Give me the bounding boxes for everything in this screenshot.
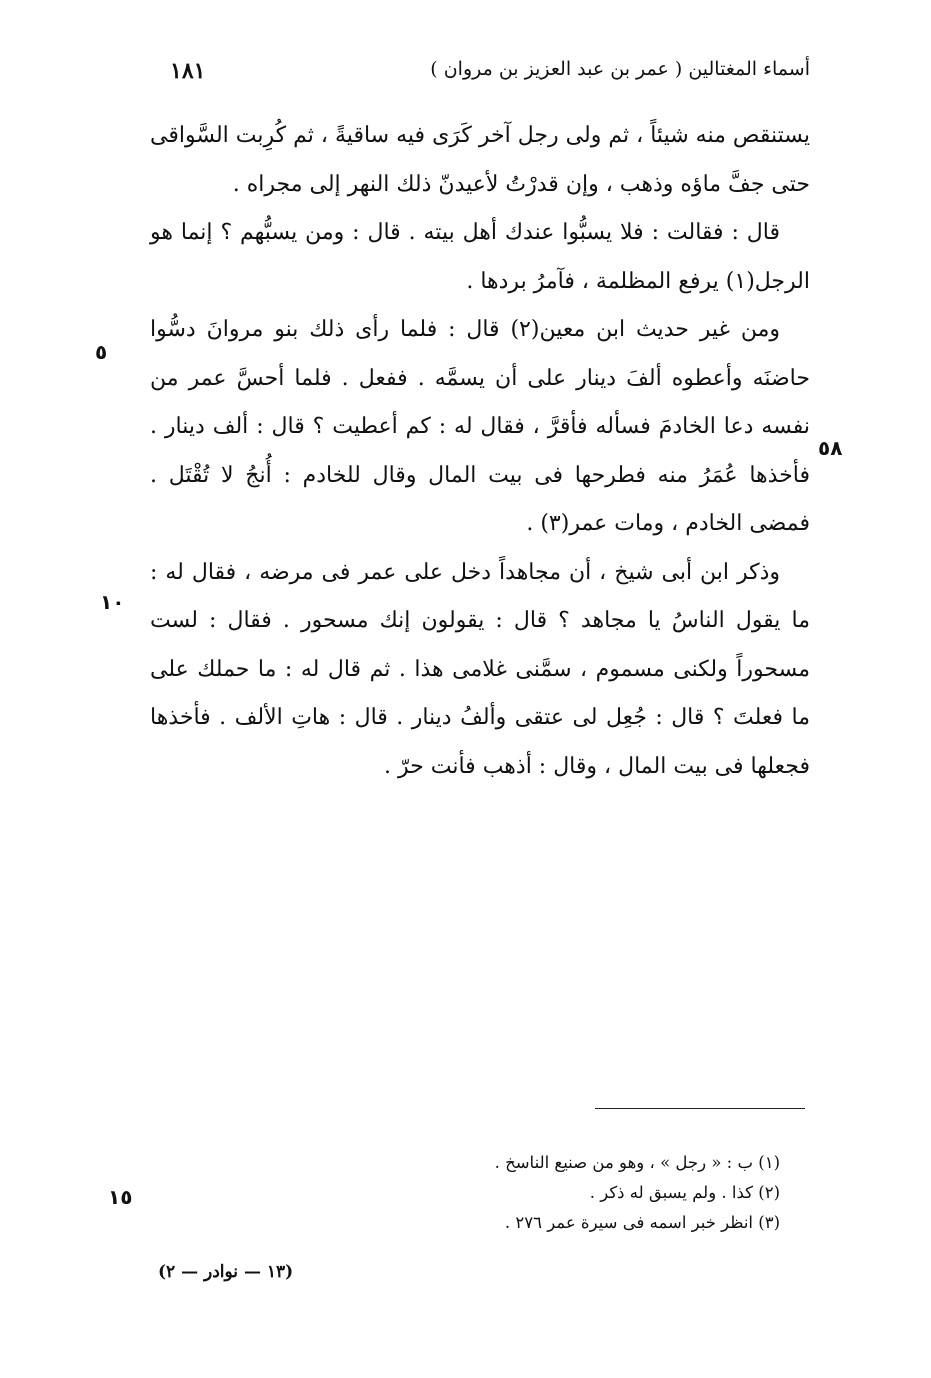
paragraph: ومن غير حديث ابن معين(٢) قال : فلما رأى ذلك بنو مروانَ دسُّوا حاضنَه وأعطوه ألفَ دينار على أن يسمَّه . ففعل . فلما أحسَّ عمر من نفسه دعا الخادمَ فسأله فأقرَّ ، فقال له : كم أعطيت ؟ قال : ألف دينار . فأخذها عُمَرُ منه فطرحها فى بيت المال وقال للخادم : أُنجُ لا تُقْتَل . فمضى الخادم ، ومات عمر(٣) . bbox=[150, 317, 810, 536]
header-title: أسماء المغتالين ( عمر بن عبد العزيز بن مروان ) bbox=[430, 58, 810, 80]
line-number-marker: ١٥ bbox=[108, 1185, 133, 1209]
main-text bbox=[150, 112, 810, 791]
paragraph: قال : فقالت : فلا يسبُّوا عندك أهل بيته . قال : ومن يسبُّهم ؟ إنما هو الرجل(١) يرفع المظلمة ، فآمرُ بردها . bbox=[150, 220, 810, 294]
footnote: (١) ب : « رجل » ، وهو من صنيع الناسخ . bbox=[494, 1153, 780, 1172]
running-header bbox=[150, 58, 810, 94]
footnote-divider bbox=[595, 1108, 805, 1109]
paragraph: وذكر ابن أبى شيخ ، أن مجاهداً دخل على عمر فى مرضه ، فقال له : ما يقول الناسُ يا مجاهد ؟ قال : يقولون إنك مسحور . فقال : لست مسحوراً ولكنى مسموم ، سمَّنى غلامى هذا . ثم قال له : ما حملك على ما فعلتَ ؟ قال : جُعِل لى عتقى وألفُ دينار . قال : هاتِ الألف . فأخذها فجعلها فى بيت المال ، وقال : أذهب فأنت حرّ . bbox=[150, 559, 810, 779]
footnote: (٢) كذا . ولم يسبق له ذكر . bbox=[589, 1183, 780, 1202]
footnotes bbox=[390, 1148, 780, 1238]
line-number-marker: ١٠ bbox=[100, 590, 125, 614]
footnote: (٣) انظر خبر اسمه فى سيرة عمر ٢٧٦ . bbox=[504, 1213, 780, 1232]
paragraph: يستنقص منه شيئاً ، ثم ولى رجل آخر كَرَى فيه ساقيةً ، ثم كُرِبت السَّواقى حتى جفَّ ماؤه وذهب ، وإن قدرْتُ لأعيدنّ ذلك النهر إلى مجراه . bbox=[150, 123, 810, 197]
page-number: ١٨١ bbox=[170, 58, 206, 84]
line-number-marker: ٥ bbox=[95, 340, 108, 364]
printer-signature: (١٣ — نوادر — ٢) bbox=[158, 1262, 294, 1282]
manuscript-folio-marker: ٥٨ bbox=[818, 436, 843, 460]
